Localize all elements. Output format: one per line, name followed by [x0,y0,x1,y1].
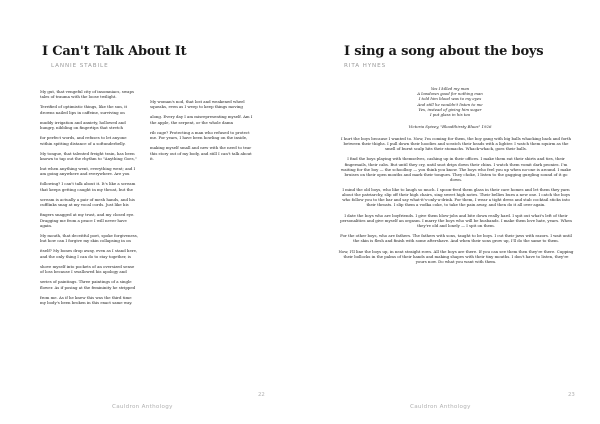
stanza: following? I can't talk about it. It's like a scream that keeps getting caught in my throat, but the [40,181,136,192]
stanza: along. Every day I am misrepresenting myself. Am I the apple, the serpent, or the whole damn [150,114,253,125]
stanza: series of paintings. Three paintings of a single flower. As if posing at the femininity he stripped [40,279,136,290]
epigraph-line: Yes, instead of giving him sugar [418,106,482,112]
poem-author: RITA HYNES [344,63,387,69]
poem-author: LANNIE STABILE [51,63,109,69]
stanza: scream is actually a pair of mesh hands, and his cufflinks snag at my vocal cords. Just like his [40,196,135,208]
epigraph [300,86,600,117]
stanza: shove myself into pockets of an oversized sense of loss because I swallowed his apology and [40,263,135,275]
epigraph-line: Yes I killed my man [430,86,470,91]
stanza: My mouth, that deceitful poet, spoke forgiveness, but how can I forgive my skin collapsing in on [40,233,139,244]
poem-column-left [40,89,138,310]
epigraph-line: And still he wouldn't listen to me [417,101,483,107]
page-number: 22 [258,392,265,398]
prose-paragraph: For the other boys, who are fathers. The fathers with sons, taught to be boys. I cut their jaws with razors. I wait until the skin is flesh and finish with some aftershave. And when their sons grow up, I'll do the same to them. [340,233,572,244]
stanza: My woman's nod, that lost and weakened wheel squeaks, even as I weep to keep things moving [150,99,245,110]
prose-paragraph: I find the boys playing with themselves, cashing up in their offices. I make them eat their shirts and ties, their fingernails, their cabs. But until they cry, until snot drips down their chins. I watch them vomit dark peonies. I'm waiting for the boy — the schoolboy — you think you know. The boys who feel you up when no-one is around. I make bruises on their open mouths and mark their tongues. They choke, I listen to the gagging gurgling sound of it go down. [340,156,572,182]
stanza: My tongue, that talented freight train, has been known to tap out the rhythm to "Anything Goes," [40,150,137,162]
stanza: but when anything went, everything went; and I am going anywhere and everywhere. Are you [40,166,136,177]
right-page [300,0,600,424]
stanza: itself? My bones drop away, even as I stand here, and the only thing I can do to stay together, is [40,248,138,259]
epigraph-source: Victoria Spivey, "Bloodthirsty Blues" 1926 [408,124,492,129]
epigraph-line: A lowdown good for nothing man [417,91,483,97]
stanza: making myself small and new with the need to tear this story out of my body, and still I can't talk about it. [150,145,252,162]
stanza: Terrified of optimistic things, like the sun, it drowns nailed lips in caffeine, surviving on [40,104,128,115]
poem-body [338,136,574,269]
prose-paragraph: I mind the old boys, who like to laugh so much. I spoon-feed them glass in their care homes and let them they yarn about the patriarchy, slip off their high chairs, sing sweet high notes. Their bellies burn a new one. I catch the boys who follow you to the bar and say what-it's-only-a-drink. For them, I wear a tight dress and stab cocktail sticks into their throats. I slip them a vodka coke, to take the pain away, and then do it all over again. [341,187,571,208]
stanza: for perfect words, and refuses to let anyone within spitting distance of a softunderbelly. [40,135,127,146]
page-number: 23 [568,392,575,398]
stanza: muddy irrigation and anxiety, hollowed and hungry, nibbling on fingertips that stretch [40,119,126,131]
prose-paragraph: I hurt the boys because I wanted to. Now, I'm coming for them, the boy gang with big balls whacking back and forth between their thighs. I pull down their hoodies and scratch their heads with a lighter. I watch them squirm as the smell of burnt scalp hits their stomachs. Whack-whack, goes their balls. [340,136,571,152]
poem-column-right [150,99,254,166]
stanza: rib cage? Protecting a man who refused to protect me. For years, I have been howling on the inside, [150,129,250,141]
footer-anthology-name: Cauldron Anthology [410,404,471,410]
stanza: from me. As if he knew this was the third time my body's been broken in this exact same way. [40,294,133,306]
prose-paragraph: I date the boys who are boyfriends. I give them blow-jobs and bite down really hard. I spit out what's left of their personalities and give myself an orgasm. I marry the boys who will be husbands. I make them love hate, years. When they're old and lonely — I spit on them. [340,212,572,228]
epigraph-line: I put glass in his tea [429,112,470,118]
stanza: My gut, that vengeful city of insomniacs, swaps tales of trauma with the loose twilight. [40,89,134,100]
epigraph-line: I told him blood was to my eyes [418,96,482,102]
footer-anthology-name: Cauldron Anthology [112,404,173,410]
prose-paragraph: Now, I'll line the boys up, in neat straight rows. All the boys are there. If you can see them then they're there. Cupping their bollocks in the palms of their hands and making shapes with their tiny mouths. I don't have to listen, they're yours now. Do what you want with them. [338,248,574,264]
poem-title: I Can't Talk About It [42,44,187,59]
stanza: fingers snagged at my trust, and my closed eye. Dragging me from a peace I will never have again. [40,212,135,229]
poem-title: I sing a song about the boys [344,44,544,59]
